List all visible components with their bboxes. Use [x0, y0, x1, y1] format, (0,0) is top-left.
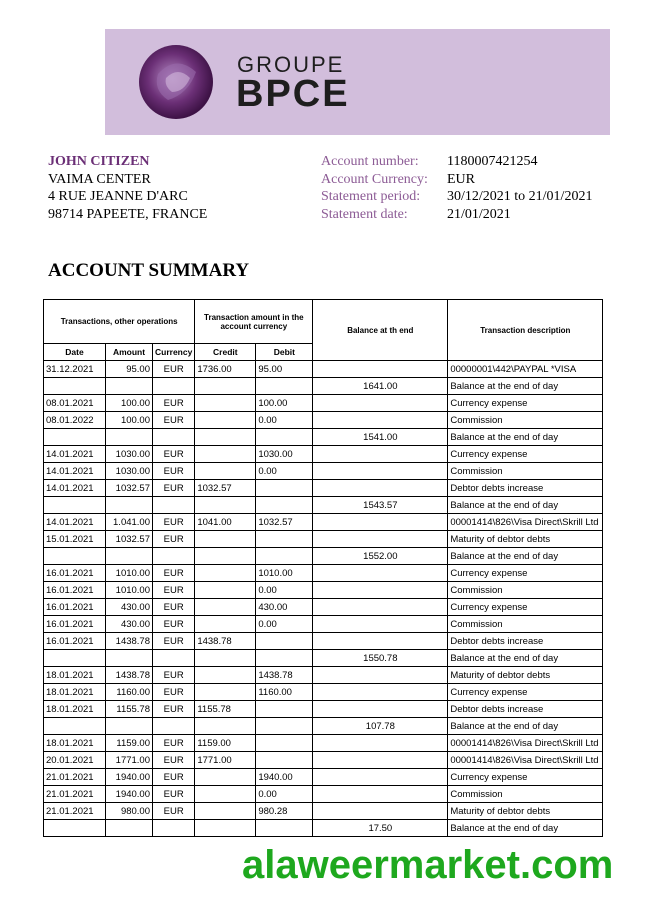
description-cell: Currency expense — [448, 446, 603, 463]
credit-cell: 1736.00 — [195, 361, 256, 378]
table-row — [44, 412, 603, 429]
table-row — [44, 548, 603, 565]
date-cell: 14.01.2021 — [44, 480, 106, 497]
currency-cell: EUR — [153, 565, 195, 582]
amount-cell: 1438.78 — [106, 667, 153, 684]
table-row — [44, 769, 603, 786]
balance-cell: 1552.00 — [313, 548, 448, 565]
balance-cell — [313, 565, 448, 582]
table-row — [44, 820, 603, 837]
currency-cell: EUR — [153, 803, 195, 820]
credit-cell — [195, 565, 256, 582]
balance-cell: 1541.00 — [313, 429, 448, 446]
currency-cell: EUR — [153, 395, 195, 412]
account-holder-block — [48, 153, 207, 223]
amount-cell: 1030.00 — [106, 463, 153, 480]
statement-period-label: Statement period: — [321, 189, 421, 204]
table-row — [44, 497, 603, 514]
description-cell: Balance at the end of day — [448, 378, 603, 395]
table-row — [44, 667, 603, 684]
description-cell: Balance at the end of day — [448, 650, 603, 667]
credit-cell — [195, 463, 256, 480]
credit-cell — [195, 786, 256, 803]
amount-cell: 1.041.00 — [106, 514, 153, 531]
currency-cell — [153, 548, 195, 565]
balance-cell: 1641.00 — [313, 378, 448, 395]
description-cell: Currency expense — [448, 769, 603, 786]
description-cell: Commission — [448, 786, 603, 803]
date-cell: 14.01.2021 — [44, 446, 106, 463]
debit-cell: 1940.00 — [256, 769, 313, 786]
debit-cell: 1030.00 — [256, 446, 313, 463]
account-number-label: Account number: — [321, 154, 419, 169]
credit-cell — [195, 531, 256, 548]
currency-cell: EUR — [153, 769, 195, 786]
description-cell: Debtor debts increase — [448, 480, 603, 497]
holder-address-line1: VAIMA CENTER — [48, 171, 151, 187]
debit-cell: 0.00 — [256, 786, 313, 803]
description-cell: Commission — [448, 616, 603, 633]
debit-cell: 0.00 — [256, 463, 313, 480]
balance-cell — [313, 599, 448, 616]
credit-cell — [195, 616, 256, 633]
amount-cell — [106, 378, 153, 395]
date-cell — [44, 548, 106, 565]
balance-cell — [313, 803, 448, 820]
table-row — [44, 565, 603, 582]
table-row — [44, 735, 603, 752]
description-cell: Debtor debts increase — [448, 701, 603, 718]
currency-cell: EUR — [153, 599, 195, 616]
debit-cell — [256, 650, 313, 667]
debit-cell — [256, 378, 313, 395]
table-row — [44, 803, 603, 820]
balance-cell — [313, 395, 448, 412]
currency-cell — [153, 378, 195, 395]
amount-cell: 95.00 — [106, 361, 153, 378]
debit-cell: 1160.00 — [256, 684, 313, 701]
balance-cell — [313, 667, 448, 684]
debit-cell: 0.00 — [256, 616, 313, 633]
amount-cell: 100.00 — [106, 412, 153, 429]
description-cell: Balance at the end of day — [448, 497, 603, 514]
table-row — [44, 361, 603, 378]
table-row — [44, 599, 603, 616]
amount-cell — [106, 820, 153, 837]
debit-cell — [256, 497, 313, 514]
date-cell: 14.01.2021 — [44, 514, 106, 531]
debit-cell: 980.28 — [256, 803, 313, 820]
account-number: 1180007421254 — [447, 154, 538, 169]
debit-cell — [256, 633, 313, 650]
credit-cell — [195, 684, 256, 701]
amount-cell: 1438.78 — [106, 633, 153, 650]
currency-cell: EUR — [153, 752, 195, 769]
amount-cell: 1010.00 — [106, 565, 153, 582]
currency-cell — [153, 820, 195, 837]
table-row — [44, 718, 603, 735]
credit-cell — [195, 497, 256, 514]
balance-cell — [313, 752, 448, 769]
date-cell — [44, 429, 106, 446]
credit-cell — [195, 378, 256, 395]
debit-cell — [256, 701, 313, 718]
currency-cell — [153, 718, 195, 735]
debit-cell: 1438.78 — [256, 667, 313, 684]
currency-cell — [153, 497, 195, 514]
currency-header: Currency — [153, 344, 195, 361]
credit-cell — [195, 548, 256, 565]
statement-date: 21/01/2021 — [447, 206, 511, 222]
description-cell: 00001414\826\Visa Direct\Skrill Ltd — [448, 735, 603, 752]
table-row — [44, 701, 603, 718]
date-cell: 18.01.2021 — [44, 701, 106, 718]
table-row — [44, 531, 603, 548]
balance-cell — [313, 582, 448, 599]
account-summary-title: ACCOUNT SUMMARY — [48, 260, 250, 281]
amount-cell — [106, 497, 153, 514]
date-cell — [44, 718, 106, 735]
table-row — [44, 633, 603, 650]
amount-cell: 1032.57 — [106, 480, 153, 497]
currency-cell: EUR — [153, 701, 195, 718]
amount-cell — [106, 548, 153, 565]
description-cell: Balance at the end of day — [448, 820, 603, 837]
debit-cell — [256, 718, 313, 735]
credit-cell — [195, 803, 256, 820]
debit-cell: 430.00 — [256, 599, 313, 616]
amount-cell — [106, 650, 153, 667]
table-row — [44, 752, 603, 769]
balance-cell — [313, 633, 448, 650]
description-cell: Balance at the end of day — [448, 548, 603, 565]
table-row — [44, 684, 603, 701]
credit-cell — [195, 582, 256, 599]
amount-cell: 1032.57 — [106, 531, 153, 548]
description-cell: Maturity of debtor debts — [448, 531, 603, 548]
amount-cell: 430.00 — [106, 599, 153, 616]
amount-cell: 1159.00 — [106, 735, 153, 752]
debit-cell — [256, 820, 313, 837]
date-cell: 21.01.2021 — [44, 769, 106, 786]
statement-period: 30/12/2021 to 21/01/2021 — [447, 189, 593, 204]
amount-cell: 1155.78 — [106, 701, 153, 718]
date-cell: 15.01.2021 — [44, 531, 106, 548]
balance-cell — [313, 514, 448, 531]
debit-cell: 1010.00 — [256, 565, 313, 582]
bpce-logo-icon — [138, 44, 214, 120]
currency-cell: EUR — [153, 667, 195, 684]
balance-cell — [313, 361, 448, 378]
credit-cell: 1041.00 — [195, 514, 256, 531]
date-cell: 21.01.2021 — [44, 786, 106, 803]
date-cell: 08.01.2022 — [44, 412, 106, 429]
description-cell: Maturity of debtor debts — [448, 667, 603, 684]
debit-cell — [256, 429, 313, 446]
group-header-transactions: Transactions, other operations — [44, 300, 195, 344]
debit-cell: 1032.57 — [256, 514, 313, 531]
description-cell: 00001414\826\Visa Direct\Skrill Ltd — [448, 514, 603, 531]
currency-cell: EUR — [153, 480, 195, 497]
debit-cell — [256, 735, 313, 752]
debit-cell — [256, 480, 313, 497]
date-cell — [44, 650, 106, 667]
credit-cell — [195, 599, 256, 616]
currency-cell — [153, 429, 195, 446]
date-cell — [44, 820, 106, 837]
balance-cell: 1543.57 — [313, 497, 448, 514]
currency-cell: EUR — [153, 446, 195, 463]
date-cell: 08.01.2021 — [44, 395, 106, 412]
date-cell: 16.01.2021 — [44, 582, 106, 599]
brand-line1: GROUPE — [237, 52, 345, 77]
description-cell: 00000001\442\PAYPAL *VISA — [448, 361, 603, 378]
currency-cell: EUR — [153, 531, 195, 548]
description-cell: Currency expense — [448, 684, 603, 701]
date-cell: 18.01.2021 — [44, 735, 106, 752]
currency-cell: EUR — [153, 463, 195, 480]
currency-cell: EUR — [153, 361, 195, 378]
debit-cell: 0.00 — [256, 412, 313, 429]
transactions-table — [43, 299, 603, 837]
credit-cell — [195, 718, 256, 735]
description-header: Transaction description — [448, 300, 603, 361]
amount-cell: 430.00 — [106, 616, 153, 633]
table-row — [44, 395, 603, 412]
balance-header: Balance at th end — [313, 300, 448, 361]
description-cell: Currency expense — [448, 395, 603, 412]
table-row — [44, 786, 603, 803]
currency-cell: EUR — [153, 514, 195, 531]
table-row — [44, 582, 603, 599]
account-currency-label: Account Currency: — [321, 171, 428, 187]
balance-cell — [313, 531, 448, 548]
balance-cell — [313, 616, 448, 633]
balance-cell — [313, 786, 448, 803]
credit-cell — [195, 769, 256, 786]
table-row — [44, 378, 603, 395]
date-cell: 18.01.2021 — [44, 684, 106, 701]
date-header: Date — [44, 344, 106, 361]
account-currency: EUR — [447, 171, 475, 187]
amount-cell — [106, 718, 153, 735]
statement-date-label: Statement date: — [321, 206, 408, 222]
credit-cell — [195, 667, 256, 684]
table-row — [44, 514, 603, 531]
debit-header: Debit — [256, 344, 313, 361]
balance-cell — [313, 769, 448, 786]
date-cell: 20.01.2021 — [44, 752, 106, 769]
group-header-amounts: Transaction amount in the account currency — [195, 300, 313, 344]
balance-cell — [313, 480, 448, 497]
date-cell: 14.01.2021 — [44, 463, 106, 480]
balance-cell: 1550.78 — [313, 650, 448, 667]
date-cell — [44, 497, 106, 514]
balance-cell: 107.78 — [313, 718, 448, 735]
description-cell: Balance at the end of day — [448, 718, 603, 735]
date-cell: 16.01.2021 — [44, 633, 106, 650]
amount-cell: 1940.00 — [106, 786, 153, 803]
balance-cell — [313, 735, 448, 752]
brand-line2: BPCE — [236, 73, 350, 115]
debit-cell — [256, 752, 313, 769]
amount-cell: 1030.00 — [106, 446, 153, 463]
amount-cell: 100.00 — [106, 395, 153, 412]
balance-cell — [313, 684, 448, 701]
credit-cell: 1771.00 — [195, 752, 256, 769]
debit-cell: 100.00 — [256, 395, 313, 412]
amount-cell — [106, 429, 153, 446]
holder-address-line2: 4 RUE JEANNE D'ARC — [48, 189, 188, 204]
credit-cell — [195, 820, 256, 837]
description-cell: 00001414\826\Visa Direct\Skrill Ltd — [448, 752, 603, 769]
credit-cell: 1032.57 — [195, 480, 256, 497]
description-cell: Currency expense — [448, 599, 603, 616]
amount-cell: 980.00 — [106, 803, 153, 820]
balance-cell — [313, 463, 448, 480]
description-cell: Commission — [448, 412, 603, 429]
credit-cell — [195, 446, 256, 463]
debit-cell: 95.00 — [256, 361, 313, 378]
description-cell: Currency expense — [448, 565, 603, 582]
currency-cell — [153, 650, 195, 667]
date-cell: 16.01.2021 — [44, 616, 106, 633]
date-cell: 21.01.2021 — [44, 803, 106, 820]
debit-cell — [256, 531, 313, 548]
balance-cell: 17.50 — [313, 820, 448, 837]
credit-cell: 1155.78 — [195, 701, 256, 718]
currency-cell: EUR — [153, 412, 195, 429]
description-cell: Maturity of debtor debts — [448, 803, 603, 820]
date-cell: 16.01.2021 — [44, 565, 106, 582]
table-row — [44, 446, 603, 463]
currency-cell: EUR — [153, 582, 195, 599]
credit-cell: 1438.78 — [195, 633, 256, 650]
table-row — [44, 616, 603, 633]
debit-cell — [256, 548, 313, 565]
date-cell: 16.01.2021 — [44, 599, 106, 616]
description-cell: Commission — [448, 582, 603, 599]
currency-cell: EUR — [153, 735, 195, 752]
account-info-block — [321, 153, 592, 223]
amount-cell: 1940.00 — [106, 769, 153, 786]
credit-cell — [195, 395, 256, 412]
date-cell: 31.12.2021 — [44, 361, 106, 378]
holder-address-line3: 98714 PAPEETE, FRANCE — [48, 206, 208, 222]
credit-cell — [195, 429, 256, 446]
currency-cell: EUR — [153, 684, 195, 701]
watermark: alaweermarket.com — [242, 843, 614, 887]
date-cell — [44, 378, 106, 395]
amount-cell: 1771.00 — [106, 752, 153, 769]
table-row — [44, 480, 603, 497]
currency-cell: EUR — [153, 616, 195, 633]
credit-cell: 1159.00 — [195, 735, 256, 752]
balance-cell — [313, 412, 448, 429]
credit-cell — [195, 412, 256, 429]
table-row — [44, 463, 603, 480]
table-row — [44, 650, 603, 667]
amount-cell: 1160.00 — [106, 684, 153, 701]
amount-cell: 1010.00 — [106, 582, 153, 599]
currency-cell: EUR — [153, 786, 195, 803]
amount-header: Amount — [106, 344, 153, 361]
balance-cell — [313, 446, 448, 463]
credit-cell — [195, 650, 256, 667]
description-cell: Debtor debts increase — [448, 633, 603, 650]
credit-header: Credit — [195, 344, 256, 361]
currency-cell: EUR — [153, 633, 195, 650]
table-row — [44, 429, 603, 446]
holder-name: JOHN CITIZEN — [48, 154, 150, 169]
description-cell: Balance at the end of day — [448, 429, 603, 446]
balance-cell — [313, 701, 448, 718]
date-cell: 18.01.2021 — [44, 667, 106, 684]
description-cell: Commission — [448, 463, 603, 480]
debit-cell: 0.00 — [256, 582, 313, 599]
